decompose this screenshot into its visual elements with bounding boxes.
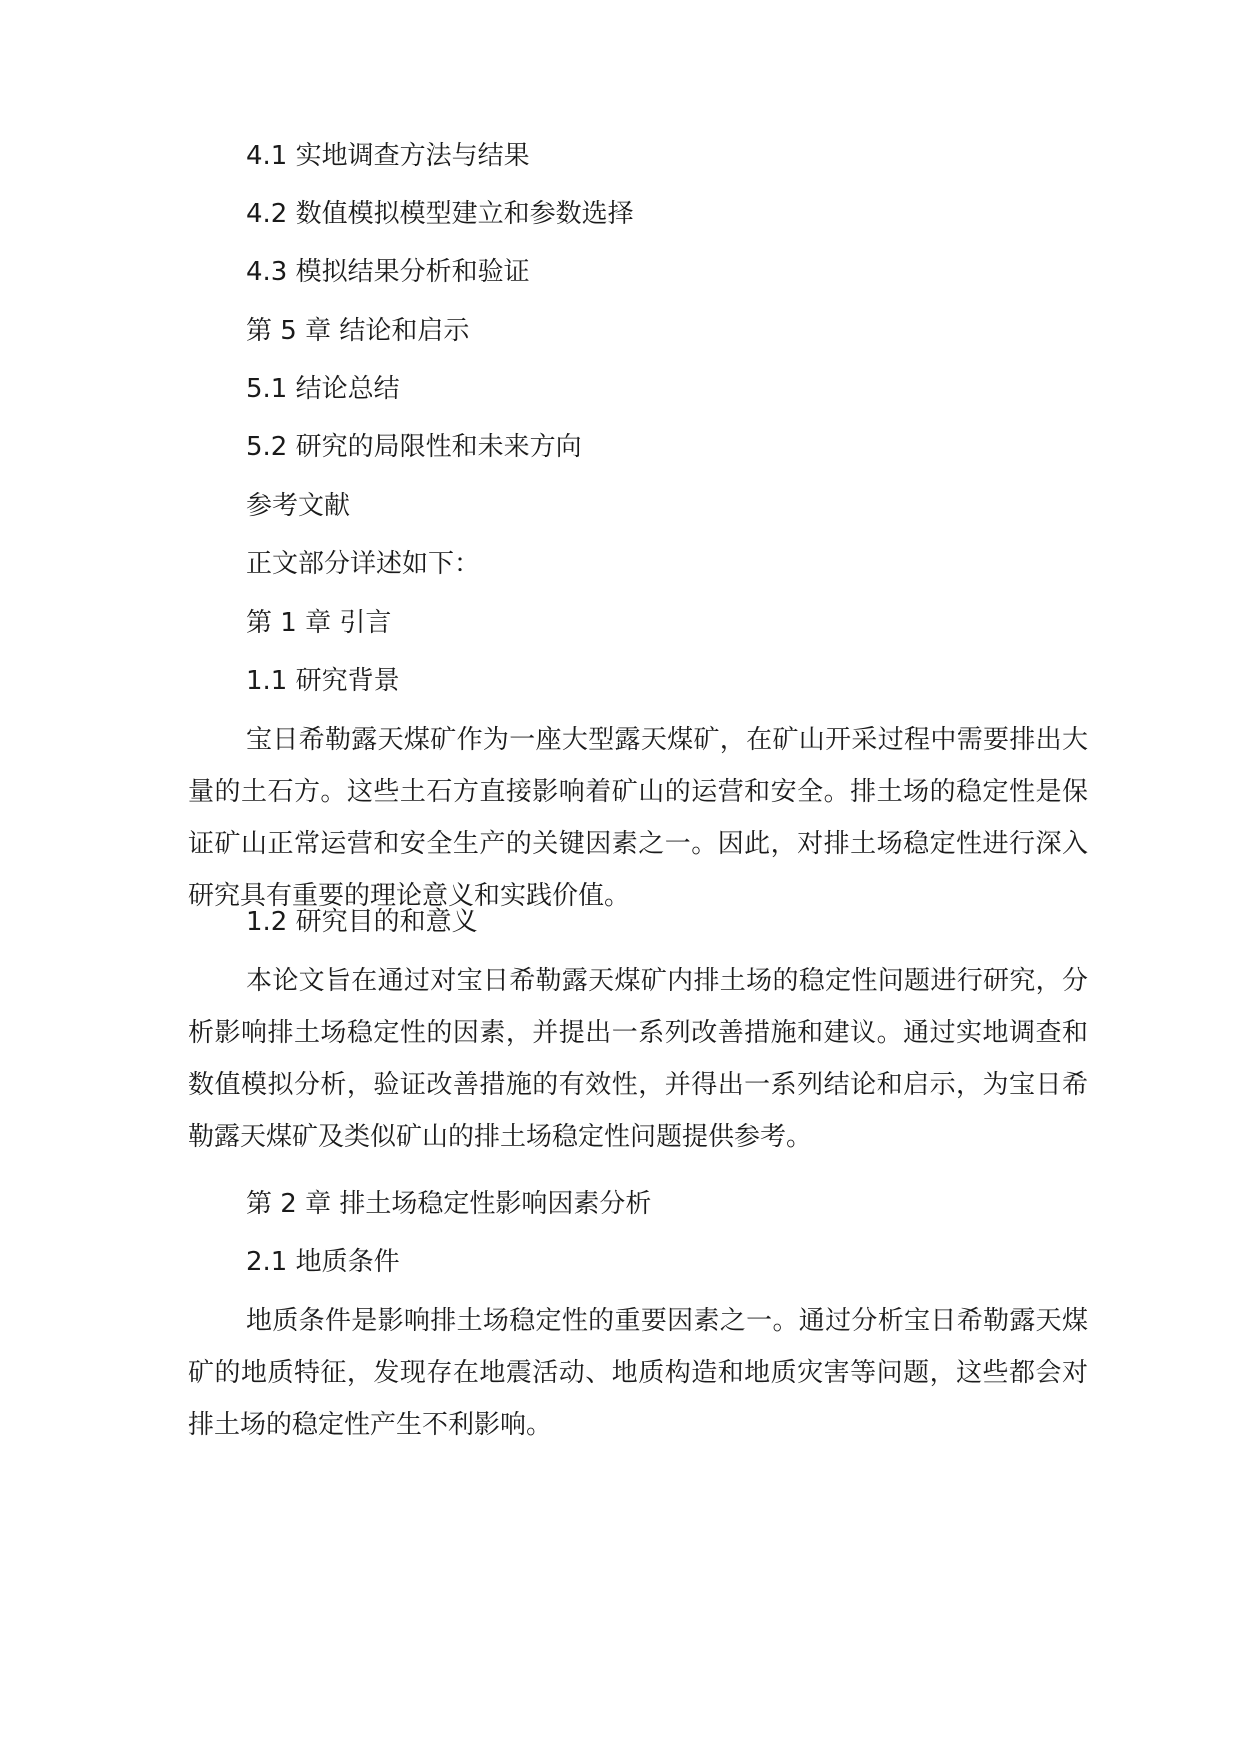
toc-entry-chapter-5: 第 5 章 结论和启示: [246, 316, 470, 346]
chapter-2-heading: 第 2 章 排土场稳定性影响因素分析: [246, 1189, 652, 1219]
toc-entry-references: 参考文献: [246, 491, 351, 521]
section-1-2-heading: 1.2 研究目的和意义: [246, 907, 478, 937]
toc-entry-5-2: 5.2 研究的局限性和未来方向: [246, 432, 582, 462]
chapter-1-heading: 第 1 章 引言: [246, 608, 392, 638]
paragraph-1-2: 本论文旨在通过对宝日希勒露天煤矿内排土场的稳定性问题进行研究，分析影响排土场稳定性的因素，并提出一系列改善措施和建议。通过实地调查和数值模拟分析，验证改善措施的有效性，并得出一系列结论和启示，为宝日希勒露天煤矿及类似矿山的排土场稳定性问题提供参考。: [188, 966, 1088, 1152]
section-1-1-heading: 1.1 研究背景: [246, 666, 400, 696]
toc-entry-4-3: 4.3 模拟结果分析和验证: [246, 257, 530, 287]
toc-entry-5-1: 5.1 结论总结: [246, 374, 400, 404]
toc-entry-4-1: 4.1 实地调查方法与结果: [246, 141, 530, 171]
paragraph-1-1: 宝日希勒露天煤矿作为一座大型露天煤矿，在矿山开采过程中需要排出大量的土石方。这些土石方直接影响着矿山的运营和安全。排土场的稳定性是保证矿山正常运营和安全生产的关键因素之一。因此，对排土场稳定性进行深入研究具有重要的理论意义和实践价值。: [188, 725, 1088, 911]
paragraph-2-1: 地质条件是影响排土场稳定性的重要因素之一。通过分析宝日希勒露天煤矿的地质特征，发现存在地震活动、地质构造和地质灾害等问题，这些都会对排土场的稳定性产生不利影响。: [188, 1306, 1088, 1440]
section-2-1-heading: 2.1 地质条件: [246, 1247, 400, 1277]
body-intro-line: 正文部分详述如下：: [246, 549, 481, 579]
toc-entry-4-2: 4.2 数值模拟模型建立和参数选择: [246, 199, 634, 229]
